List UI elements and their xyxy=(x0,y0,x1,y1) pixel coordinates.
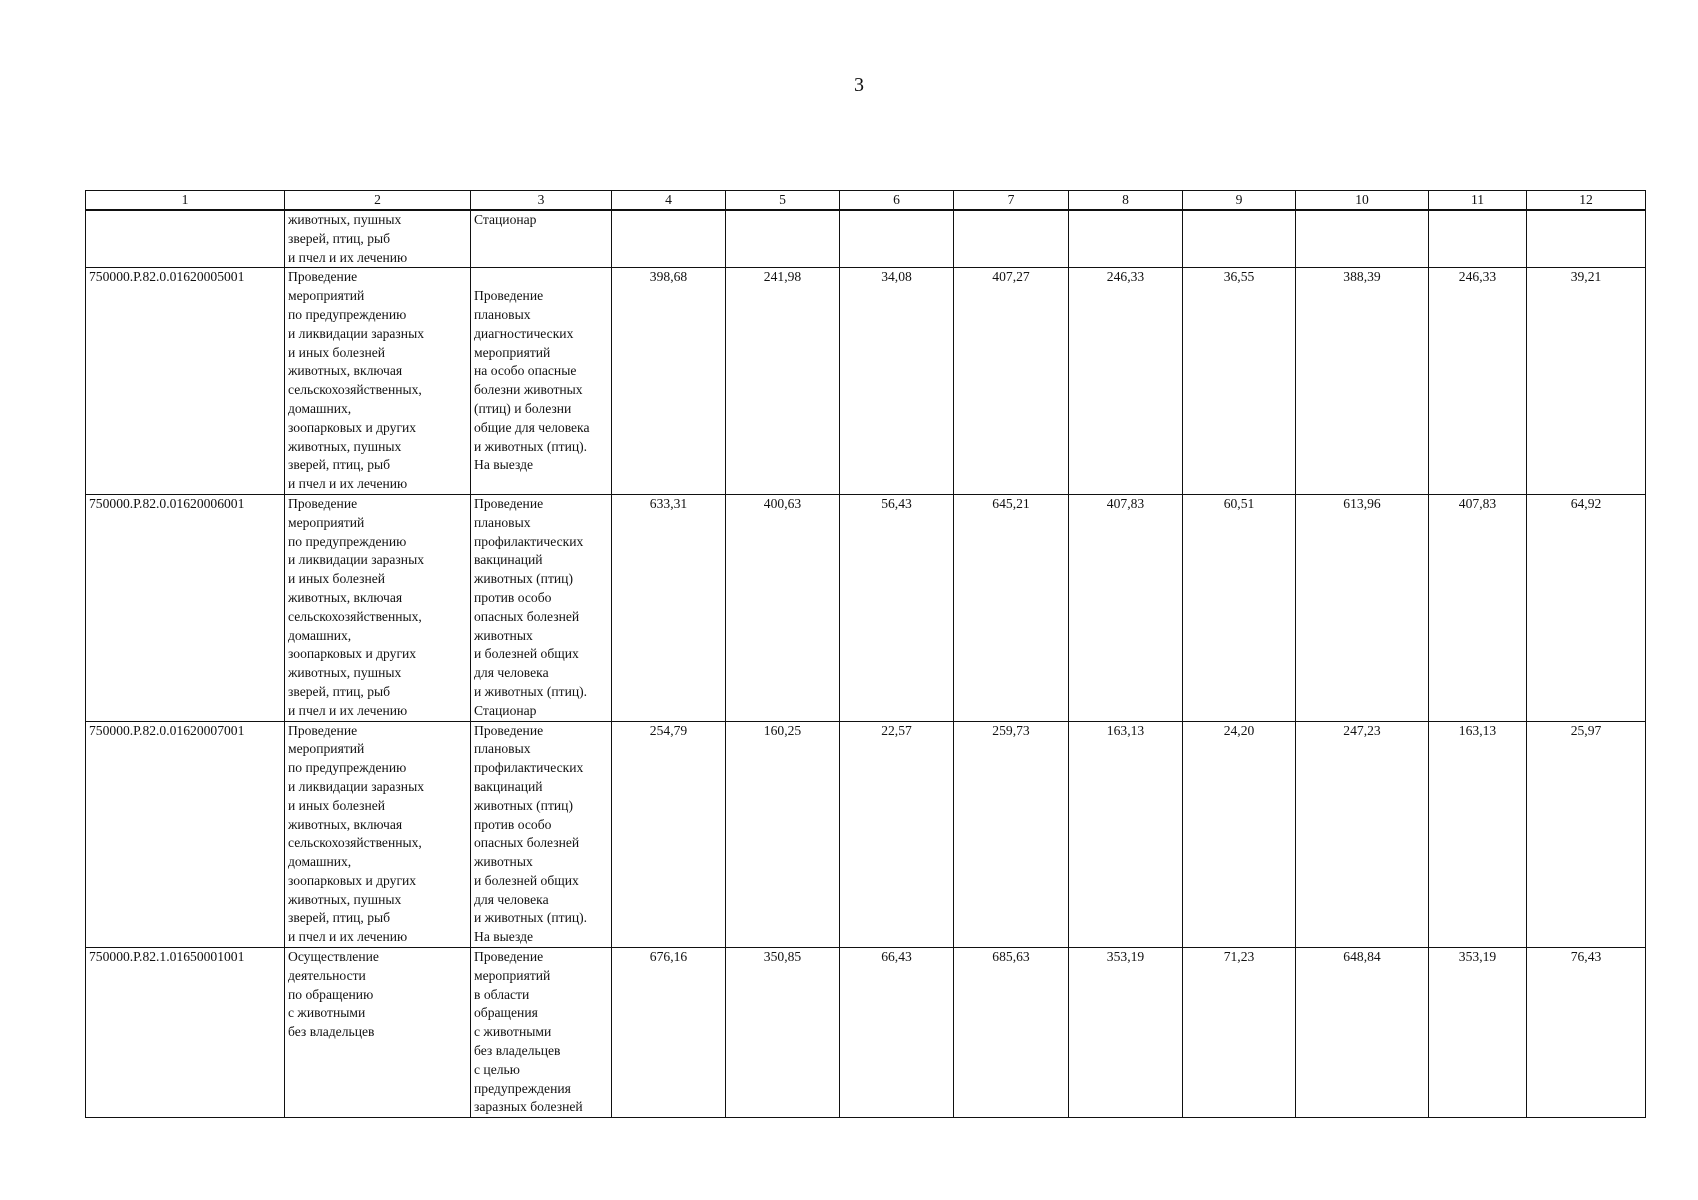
value-cell: 645,21 xyxy=(954,494,1069,721)
value-cell: 246,33 xyxy=(1069,268,1183,495)
column-header: 4 xyxy=(612,191,726,211)
service-name-cell: Проведение мероприятий по предупреждению и ликвидации заразных и иных болезней животных, включая сельскохозяйственных, домашних, зоопарковых и других животных, пушных зверей, птиц, рыб и пчел и их лечению xyxy=(285,721,471,948)
service-name-cell: Осуществление деятельности по обращению с животными без владельцев xyxy=(285,948,471,1118)
value-cell: 66,43 xyxy=(840,948,954,1118)
work-description-cell: Проведение плановых профилактических вакцинаций животных (птиц) против особо опасных болезней животных и болезней общих для человека и животных (птиц). На выезде xyxy=(471,721,612,948)
column-header: 7 xyxy=(954,191,1069,211)
column-header: 10 xyxy=(1296,191,1429,211)
value-cell: 633,31 xyxy=(612,494,726,721)
column-header: 11 xyxy=(1429,191,1527,211)
registry-code-cell: 750000.Р.82.0.01620005001 xyxy=(86,268,285,495)
value-cell: 353,19 xyxy=(1069,948,1183,1118)
table-row xyxy=(86,494,1646,721)
value-cell: 350,85 xyxy=(726,948,840,1118)
value-cell: 613,96 xyxy=(1296,494,1429,721)
value-cell: 34,08 xyxy=(840,268,954,495)
value-cell: 676,16 xyxy=(612,948,726,1118)
registry-code-cell: 750000.Р.82.0.01620007001 xyxy=(86,721,285,948)
table-row xyxy=(86,268,1646,495)
column-header: 1 xyxy=(86,191,285,211)
column-header: 12 xyxy=(1527,191,1646,211)
table-row xyxy=(86,948,1646,1118)
value-cell: 246,33 xyxy=(1429,268,1527,495)
registry-code-cell xyxy=(86,210,285,268)
value-cell xyxy=(1527,210,1646,268)
work-description-cell: Проведение мероприятий в области обращения с животными без владельцев с целью предупреждения заразных болезней xyxy=(471,948,612,1118)
value-cell: 353,19 xyxy=(1429,948,1527,1118)
column-header: 6 xyxy=(840,191,954,211)
value-cell: 241,98 xyxy=(726,268,840,495)
value-cell xyxy=(1069,210,1183,268)
service-name-cell: Проведение мероприятий по предупреждению и ликвидации заразных и иных болезней животных, включая сельскохозяйственных, домашних, зоопарковых и других животных, пушных зверей, птиц, рыб и пчел и их лечению xyxy=(285,268,471,495)
value-cell: 76,43 xyxy=(1527,948,1646,1118)
value-cell: 407,83 xyxy=(1429,494,1527,721)
table-row xyxy=(86,721,1646,948)
column-header: 3 xyxy=(471,191,612,211)
value-cell: 64,92 xyxy=(1527,494,1646,721)
value-cell: 407,27 xyxy=(954,268,1069,495)
tariff-table xyxy=(85,190,1646,1118)
value-cell: 36,55 xyxy=(1183,268,1296,495)
column-header: 2 xyxy=(285,191,471,211)
work-description-cell: Проведение плановых профилактических вакцинаций животных (птиц) против особо опасных болезней животных и болезней общих для человека и животных (птиц). Стационар xyxy=(471,494,612,721)
value-cell: 247,23 xyxy=(1296,721,1429,948)
value-cell: 388,39 xyxy=(1296,268,1429,495)
value-cell: 400,63 xyxy=(726,494,840,721)
column-header: 9 xyxy=(1183,191,1296,211)
value-cell: 163,13 xyxy=(1429,721,1527,948)
value-cell: 22,57 xyxy=(840,721,954,948)
column-header: 5 xyxy=(726,191,840,211)
value-cell: 163,13 xyxy=(1069,721,1183,948)
value-cell: 24,20 xyxy=(1183,721,1296,948)
page-number: 3 xyxy=(854,74,864,96)
value-cell: 60,51 xyxy=(1183,494,1296,721)
registry-code-cell: 750000.Р.82.0.01620006001 xyxy=(86,494,285,721)
value-cell: 254,79 xyxy=(612,721,726,948)
value-cell: 56,43 xyxy=(840,494,954,721)
value-cell: 39,21 xyxy=(1527,268,1646,495)
value-cell: 407,83 xyxy=(1069,494,1183,721)
value-cell xyxy=(726,210,840,268)
value-cell: 25,97 xyxy=(1527,721,1646,948)
registry-code-cell: 750000.Р.82.1.01650001001 xyxy=(86,948,285,1118)
column-header: 8 xyxy=(1069,191,1183,211)
table-row xyxy=(86,210,1646,268)
value-cell xyxy=(1183,210,1296,268)
value-cell: 259,73 xyxy=(954,721,1069,948)
value-cell: 398,68 xyxy=(612,268,726,495)
service-name-cell: животных, пушных зверей, птиц, рыб и пчел и их лечению xyxy=(285,210,471,268)
value-cell xyxy=(1429,210,1527,268)
value-cell: 685,63 xyxy=(954,948,1069,1118)
value-cell: 648,84 xyxy=(1296,948,1429,1118)
value-cell: 160,25 xyxy=(726,721,840,948)
value-cell xyxy=(840,210,954,268)
work-description-cell: Стационар xyxy=(471,210,612,268)
service-name-cell: Проведение мероприятий по предупреждению и ликвидации заразных и иных болезней животных, включая сельскохозяйственных, домашних, зоопарковых и других животных, пушных зверей, птиц, рыб и пчел и их лечению xyxy=(285,494,471,721)
value-cell xyxy=(612,210,726,268)
header-row xyxy=(86,191,1646,211)
value-cell: 71,23 xyxy=(1183,948,1296,1118)
work-description-cell: Проведение плановых диагностических мероприятий на особо опасные болезни животных (птиц) и болезни общие для человека и животных (птиц). На выезде xyxy=(471,268,612,495)
value-cell xyxy=(1296,210,1429,268)
value-cell xyxy=(954,210,1069,268)
